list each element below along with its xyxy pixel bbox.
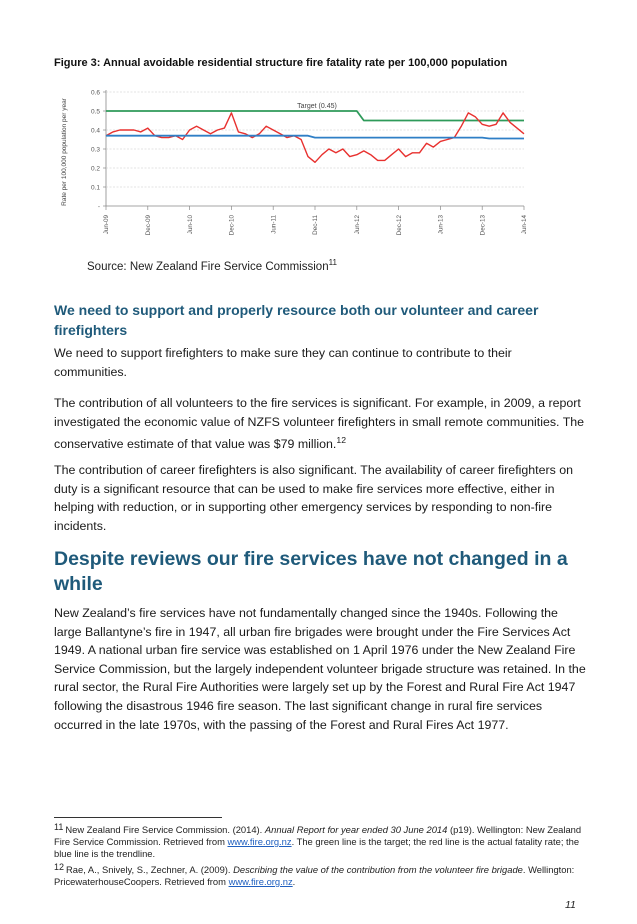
y-tick-label: 0.3 (90, 146, 100, 154)
footnote-number: 11 (54, 822, 64, 832)
footnote-separator (54, 817, 222, 818)
target-annotation: Target (0.45) (297, 103, 337, 110)
section-heading: We need to support and properly resource both our volunteer and career firefighters (54, 302, 539, 338)
y-tick-label: 0.2 (90, 165, 100, 173)
paragraph-3: The contribution of career firefighters is also significant. The availability of career firefighters on duty is a significant resource that can be used to make fire services more effective, either in helping with reduction, or in supporting other emergency services by responding to non-fire incidents. (54, 463, 574, 533)
footnote-text: . The green line is the target; the red line is the actual fatality rate; the blue line is the trendline. (54, 836, 580, 859)
x-tick-label: Dec-12 (395, 215, 403, 236)
y-tick-label: 0.6 (90, 89, 100, 97)
source-text: Source: New Zealand Fire Service Commission (87, 260, 329, 273)
x-tick-label: Jun-10 (186, 215, 194, 235)
footnote-text: Rae, A., Snively, S., Zechner, A. (2009). (66, 864, 234, 875)
footnote-ref-12[interactable]: 12 (336, 435, 347, 446)
footnote-text: (p19). Wellington: New Zealand Fire Service Commission. Retrieved from (54, 824, 582, 847)
section-heading-2: Despite reviews our fire services have not changed in a while (54, 548, 568, 595)
footnote-link[interactable]: www.fire.org.nz (227, 836, 292, 847)
x-tick-label: Jun-09 (103, 215, 111, 235)
fatality-rate-chart (54, 80, 534, 245)
footnote-text: New Zealand Fire Service Commission. (2014). (65, 824, 265, 835)
paragraph-2 (54, 394, 588, 454)
x-tick-label: Dec-09 (145, 215, 152, 236)
y-axis-label: Rate per 100,000 population per year (61, 98, 68, 206)
paragraph-1: We need to support firefighters to make sure they can continue to contribute to their communities. (54, 346, 512, 379)
x-tick-label: Dec-10 (228, 215, 236, 236)
footnote-11 (54, 824, 594, 860)
x-tick-label: Jun-14 (521, 215, 529, 235)
x-tick-label: Dec-11 (312, 215, 320, 235)
figure-title: Figure 3: Annual avoidable residential structure fire fatality rate per 100,000 population (54, 57, 508, 69)
source-footnote-ref[interactable]: 11 (328, 258, 337, 267)
footnote-number: 12 (54, 862, 65, 872)
footnote-text: . Wellington: PricewaterhouseCoopers. Retrieved from (54, 864, 575, 887)
y-tick-label: 0.1 (90, 184, 100, 192)
footnote-link[interactable]: www.fire.org.nz (228, 876, 293, 887)
x-tick-label: Dec-13 (479, 215, 487, 236)
x-tick-label: Jun-11 (270, 215, 278, 234)
footnote-title: Describing the value of the contribution from the volunteer fire brigade (233, 864, 523, 875)
footnote-12 (54, 864, 594, 888)
x-tick-label: Jun-12 (354, 215, 361, 235)
footnote-title: Annual Report for year ended 30 June 2014 (264, 824, 448, 835)
paragraph-4: New Zealand’s fire services have not fundamentally changed since the 1940s. Following the large Ballantyne’s fire in 1947, all urban fire brigades were brought under the Fire Services Act 1949. A national urban fire service was established on 1 April 1976 under the New Zealand Fire Service Commission, but the largely independent volunteer brigade structure was retained. In the rural sector, the Rural Fire Authorities were largely set up by the Forest and Rural Fire Act 1947 following the disastrous 1946 fire season. The last significant change in rural fire services occurred in the late 1970s, with the passing of the Forest and Rural Fires Act 1977. (54, 606, 586, 732)
page-number: 11 (565, 899, 576, 911)
footnote-text: . (292, 876, 296, 887)
y-tick-label: 0.4 (90, 127, 100, 135)
x-tick-label: Jun-13 (437, 215, 445, 235)
paragraph-2-text: The contribution of all volunteers to the fire services is significant. For example, in 2009, a report investigated the economic value of NZFS volunteer firefighters in small remote communities. The conservative estimate of that value was $79 million. (54, 396, 585, 452)
y-tick-label: - (97, 203, 100, 211)
y-tick-label: 0.5 (90, 108, 100, 116)
figure-source (87, 258, 337, 273)
target-series-line (106, 111, 524, 121)
